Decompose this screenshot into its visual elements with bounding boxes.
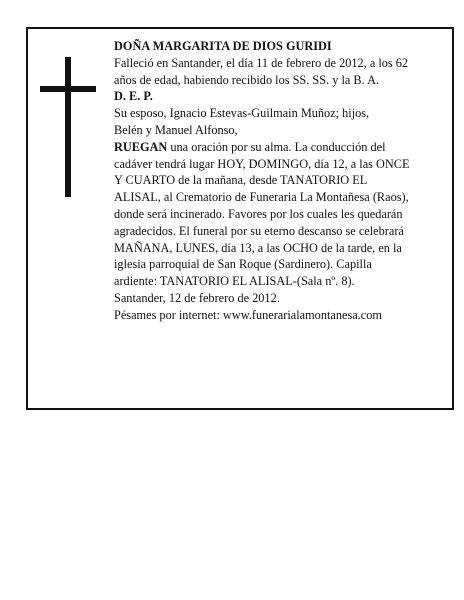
obituary-text [114, 38, 414, 324]
latin-cross-icon [40, 57, 96, 197]
funeral-request [114, 139, 414, 290]
death-statement: Falleció en Santander, el día 11 de febrero de 2012, a los 62 años de edad, habiendo recibido los SS. SS. y la B. A. [114, 55, 409, 87]
place-date: Santander, 12 de febrero de 2012. [114, 290, 280, 305]
request-text: una oración por su alma. La conducción del cadáver tendrá lugar HOY, DOMINGO, día 12, a las ONCE Y CUARTO de la mañana, desde TANATORIO EL ALISAL, al Crematorio de Funeraria La Montañesa (Raos), donde será incinerado. Favores por los cuales les quedarán agradecidos. El funeral por su eterno descanso se celebrará MAÑANA, LUNES, día 13, a las OCHO de la tarde, en la iglesia parroquial de San Roque (Sardinero). Capilla ardiente: TANATORIO EL ALISAL-(Sala nº. 8). [114, 139, 410, 289]
rip-abbreviation: D. E. P. [114, 89, 153, 104]
condolences-line: Pésames por internet: www.funerarialamontanesa.com [114, 307, 382, 322]
cross-vertical-bar [65, 57, 71, 197]
family-line-1: Su esposo, Ignacio Estevas-Guilmain Muñoz; hijos, [114, 106, 370, 121]
deceased-name: DOÑA MARGARITA DE DIOS GURIDI [114, 39, 332, 53]
family-line-2: Belén y Manuel Alfonso, [114, 122, 238, 137]
obituary-notice-frame [26, 27, 454, 410]
request-keyword: RUEGAN [114, 139, 168, 154]
cross-horizontal-bar [40, 86, 96, 92]
